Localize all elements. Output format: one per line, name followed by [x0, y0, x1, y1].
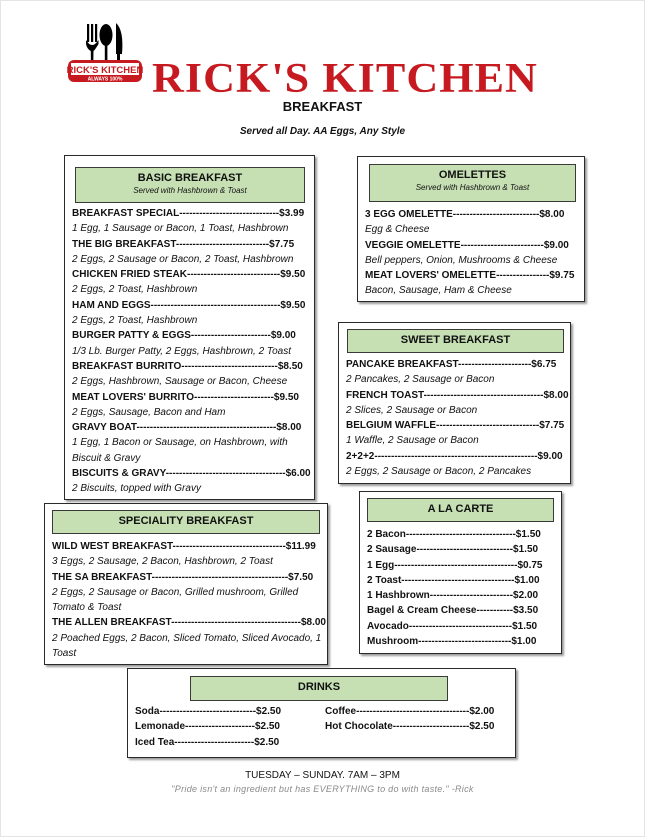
menu-item-name-price: BREAKFAST BURRITO-----------------------------$8.50: [72, 360, 303, 372]
menu-item-description: 2 Eggs, Hashbrown, Sausage or Bacon, Cheese: [72, 376, 288, 388]
omelettes-items: [365, 207, 581, 299]
logo-sub-text: ALWAYS 100%: [87, 76, 123, 83]
basic-breakfast-items: [72, 206, 311, 497]
menu-item-description: 1/3 Lb. Burger Patty, 2 Eggs, Hashbrown, 2 Toast: [72, 345, 292, 357]
drink-item: Hot Chocolate-----------------------$2.50: [325, 721, 495, 732]
drink-item: Lemonade---------------------$2.50: [135, 721, 280, 732]
sweet-breakfast-header: [347, 329, 564, 353]
menu-item: [346, 449, 568, 480]
opening-hours: TUESDAY – SUNDAY. 7AM – 3PM: [245, 770, 400, 781]
a-la-carte-item: 1 Hashbrown-------------------------$2.00: [367, 590, 539, 602]
menu-item: [72, 206, 306, 237]
menu-item: [52, 539, 322, 570]
menu-item-name-price: THE BIG BREAKFAST----------------------------$7.75: [72, 238, 295, 250]
menu-item: [72, 267, 306, 298]
menu-item-name-price: GRAVY BOAT------------------------------------------$8.00: [72, 422, 302, 434]
basic-breakfast-header: [75, 167, 305, 203]
menu-item-description: 2 Eggs, 2 Sausage or Bacon, 2 Pancakes: [346, 466, 532, 478]
menu-item-name-price: MEAT LOVERS' BURRITO------------------------$9.50: [72, 391, 299, 403]
section-title: SWEET BREAKFAST: [400, 334, 511, 346]
menu-item-description: 3 Eggs, 2 Sausage, 2 Bacon, Hashbrown, 2 Toast: [52, 556, 273, 568]
menu-item: [52, 570, 322, 616]
menu-item: [365, 268, 581, 299]
menu-item-name-price: BELGIUM WAFFLE-------------------------------$7.75: [346, 420, 565, 432]
restaurant-logo: [66, 20, 146, 98]
menu-item: [52, 615, 326, 661]
menu-item-description: 2 Eggs, 2 Toast, Hashbrown: [72, 284, 198, 296]
menu-item-description: 2 Eggs, Sausage, Bacon and Ham: [72, 406, 226, 418]
menu-tagline: Served all Day. AA Eggs, Any Style: [239, 126, 406, 137]
a-la-carte-item: 2 Sausage-----------------------------$1.50: [367, 544, 539, 556]
menu-item-name-price: FRENCH TOAST------------------------------------$8.00: [346, 389, 569, 401]
menu-item-description: 1 Waffle, 2 Sausage or Bacon: [346, 435, 479, 447]
menu-item: [72, 298, 306, 329]
menu-item: [346, 388, 568, 419]
a-la-carte-section: [359, 491, 562, 654]
menu-item-description: 2 Biscuits, topped with Gravy: [72, 483, 201, 495]
menu-item: [72, 237, 306, 268]
a-la-carte-item: 1 Egg-------------------------------------$0.75: [367, 559, 543, 571]
menu-item-description: 1 Egg, 1 Sausage or Bacon, 1 Toast, Hashbrown: [72, 223, 289, 235]
a-la-carte-item: Bagel & Cream Cheese-----------$3.50: [367, 605, 539, 617]
menu-item-name-price: THE ALLEN BREAKFAST---------------------------------------$8.00: [52, 617, 326, 629]
menu-item-name-price: BURGER PATTY & EGGS------------------------$9.00: [72, 330, 296, 342]
logo-banner-text: RICK'S KITCHEN: [66, 65, 144, 76]
menu-item-description: 2 Slices, 2 Sausage or Bacon: [346, 404, 478, 416]
menu-item-description: 2 Eggs, 2 Sausage or Bacon, Grilled mushroom, Grilled Tomato & Toast: [52, 586, 299, 614]
drink-item: Iced Tea------------------------$2.50: [135, 737, 280, 748]
menu-item-name-price: HAM AND EGGS---------------------------------------$9.50: [72, 299, 306, 311]
a-la-carte-header: [367, 498, 554, 522]
menu-item: [72, 420, 306, 466]
menu-item-description: Bell peppers, Onion, Mushrooms & Cheese: [365, 254, 558, 266]
menu-item: [72, 359, 306, 390]
menu-item: [72, 328, 306, 359]
menu-item-name-price: CHICKEN FRIED STEAK----------------------------$9.50: [72, 269, 306, 281]
speciality-breakfast-header: [52, 510, 320, 534]
menu-subtitle: BREAKFAST: [282, 99, 363, 114]
speciality-breakfast-section: [44, 503, 328, 665]
menu-item-description: Bacon, Sausage, Ham & Cheese: [365, 285, 512, 297]
menu-item-description: 2 Poached Eggs, 2 Bacon, Sliced Tomato, Sliced Avocado, 1 Toast: [52, 632, 322, 660]
drinks-header: [190, 676, 448, 701]
section-title: BASIC BREAKFAST: [137, 172, 243, 184]
menu-item: [346, 418, 568, 449]
menu-item-name-price: VEGGIE OMELETTE-------------------------$9.00: [365, 239, 569, 251]
a-la-carte-item: Mushroom----------------------------$1.00: [367, 636, 537, 648]
section-title: SPECIALITY BREAKFAST: [118, 515, 254, 527]
menu-item-name-price: BISCUITS & GRAVY------------------------------------$6.00: [72, 468, 311, 480]
sweet-breakfast-section: [338, 322, 571, 484]
a-la-carte-items: [367, 527, 557, 649]
section-title: A LA CARTE: [427, 503, 494, 515]
a-la-carte-item: 2 Bacon---------------------------------$1.50: [367, 529, 541, 540]
menu-item-name-price: PANCAKE BREAKFAST----------------------$6.75: [346, 359, 557, 370]
drink-item: Soda-----------------------------$2.50: [135, 706, 282, 717]
omelettes-header: [369, 164, 576, 202]
menu-item: [72, 466, 311, 497]
drinks-section: [127, 668, 516, 758]
menu-item: [365, 207, 581, 238]
menu-item-description: 1 Egg, 1 Bacon or Sausage, on Hashbrown, with Biscuit & Gravy: [72, 437, 288, 464]
menu-item: [346, 357, 568, 388]
a-la-carte-item: 2 Toast----------------------------------$1.00: [367, 574, 540, 586]
menu-item: [365, 238, 581, 269]
menu-item-description: 2 Eggs, 2 Toast, Hashbrown: [72, 315, 198, 327]
menu-item-description: 2 Pancakes, 2 Sausage or Bacon: [346, 374, 495, 386]
menu-item-name-price: BREAKFAST SPECIAL------------------------------$3.99: [72, 208, 305, 219]
section-title: OMELETTES: [438, 169, 507, 181]
section-note: Served with Hashbrown & Toast: [133, 186, 247, 195]
section-note: Served with Hashbrown & Toast: [415, 183, 530, 192]
footer-quote: "Pride isn't an ingredient but has EVERYTHING to do with taste." -Rick: [171, 784, 474, 794]
menu-item-name-price: WILD WEST BREAKFAST----------------------------------$11.99: [52, 541, 316, 552]
menu-item-name-price: MEAT LOVERS' OMELETTE----------------$9.75: [365, 270, 575, 282]
brand-title: RICK'S KITCHEN: [152, 56, 538, 102]
menu-item-name-price: 3 EGG OMELETTE--------------------------$8.00: [365, 209, 565, 220]
a-la-carte-item: Avocado-------------------------------$1.50: [367, 620, 538, 632]
section-title: DRINKS: [297, 681, 341, 693]
menu-item: [72, 390, 306, 421]
basic-breakfast-section: [64, 155, 315, 500]
drink-item: Coffee----------------------------------$2.00: [325, 706, 495, 717]
sweet-breakfast-items: [346, 357, 568, 479]
menu-item-name-price: 2+2+2-------------------------------------------------$9.00: [346, 450, 563, 462]
menu-item-description: Egg & Cheese: [365, 224, 430, 236]
menu-item-name-price: THE SA BREAKFAST-----------------------------------------$7.50: [52, 571, 314, 583]
speciality-breakfast-items: [52, 539, 326, 661]
omelettes-section: [357, 156, 585, 302]
menu-item-description: 2 Eggs, 2 Sausage or Bacon, 2 Toast, Hashbrown: [72, 253, 294, 265]
